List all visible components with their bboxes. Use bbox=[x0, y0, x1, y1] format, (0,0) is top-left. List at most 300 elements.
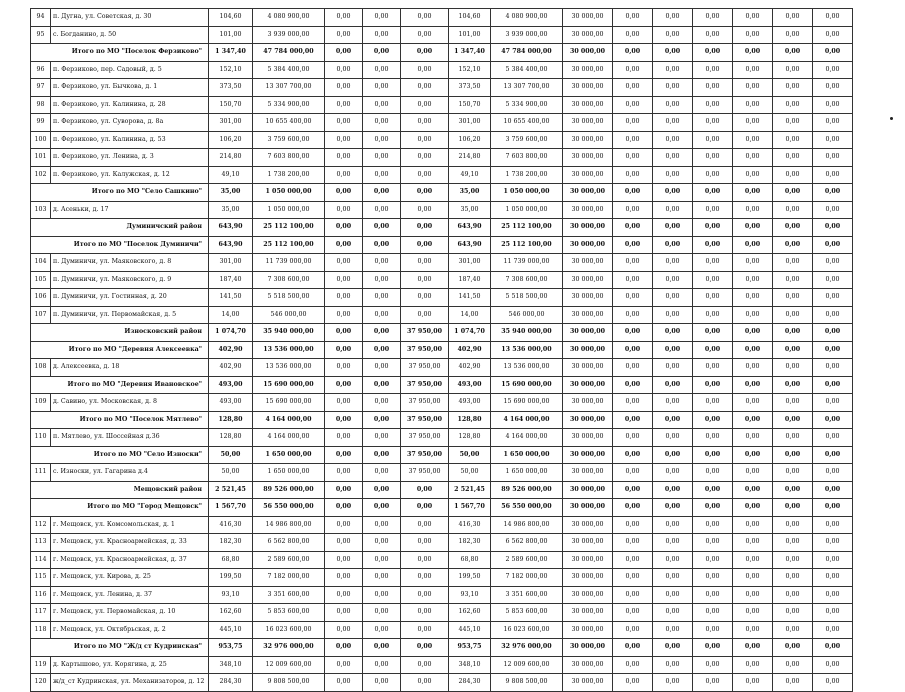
value-cell: 0,00 bbox=[733, 481, 773, 499]
value-cell: 6 562 800,00 bbox=[253, 534, 325, 552]
value-cell: 643,90 bbox=[209, 236, 253, 254]
address-cell: п. Дугна, ул. Советская, д. 30 bbox=[51, 9, 209, 27]
value-cell: 7 308 600,00 bbox=[491, 271, 563, 289]
table-row bbox=[31, 149, 853, 167]
value-cell: 32 976 000,00 bbox=[491, 639, 563, 657]
value-cell: 37 950,00 bbox=[401, 411, 449, 429]
table-row bbox=[31, 306, 853, 324]
row-number: 96 bbox=[31, 61, 51, 79]
value-cell: 0,00 bbox=[693, 306, 733, 324]
value-cell: 0,00 bbox=[653, 656, 693, 674]
value-cell: 37 950,00 bbox=[401, 341, 449, 359]
value-cell: 0,00 bbox=[363, 149, 401, 167]
value-cell: 0,00 bbox=[653, 604, 693, 622]
value-cell: 0,00 bbox=[325, 569, 363, 587]
value-cell: 4 080 900,00 bbox=[253, 9, 325, 27]
subtotal-row bbox=[31, 376, 853, 394]
value-cell: 0,00 bbox=[813, 289, 853, 307]
value-cell: 0,00 bbox=[613, 79, 653, 97]
document-page bbox=[30, 8, 852, 692]
subtotal-title: Итого по МО "Деревня Алексеевка" bbox=[31, 341, 209, 359]
value-cell: 3 759 600,00 bbox=[491, 131, 563, 149]
value-cell: 0,00 bbox=[363, 569, 401, 587]
value-cell: 0,00 bbox=[653, 569, 693, 587]
table-row bbox=[31, 534, 853, 552]
value-cell: 35,00 bbox=[449, 201, 491, 219]
value-cell: 0,00 bbox=[613, 254, 653, 272]
value-cell: 0,00 bbox=[813, 236, 853, 254]
value-cell: 1 650 000,00 bbox=[253, 446, 325, 464]
value-cell: 30 000,00 bbox=[563, 411, 613, 429]
value-cell: 0,00 bbox=[363, 429, 401, 447]
value-cell: 0,00 bbox=[813, 411, 853, 429]
value-cell: 0,00 bbox=[401, 184, 449, 202]
value-cell: 16 023 600,00 bbox=[253, 621, 325, 639]
value-cell: 0,00 bbox=[613, 149, 653, 167]
value-cell: 10 655 400,00 bbox=[491, 114, 563, 132]
subtotal-title: Мещовский район bbox=[31, 481, 209, 499]
value-cell: 0,00 bbox=[653, 61, 693, 79]
value-cell: 0,00 bbox=[813, 149, 853, 167]
value-cell: 0,00 bbox=[325, 9, 363, 27]
value-cell: 1 567,70 bbox=[209, 499, 253, 517]
value-cell: 0,00 bbox=[653, 621, 693, 639]
value-cell: 0,00 bbox=[813, 61, 853, 79]
value-cell: 0,00 bbox=[733, 429, 773, 447]
address-cell: г. Мещовск, ул. Комсомольская, д. 1 bbox=[51, 516, 209, 534]
value-cell: 0,00 bbox=[401, 131, 449, 149]
value-cell: 0,00 bbox=[325, 166, 363, 184]
value-cell: 0,00 bbox=[693, 9, 733, 27]
value-cell: 0,00 bbox=[613, 9, 653, 27]
value-cell: 0,00 bbox=[693, 499, 733, 517]
row-number: 106 bbox=[31, 289, 51, 307]
value-cell: 14,00 bbox=[449, 306, 491, 324]
value-cell: 0,00 bbox=[773, 604, 813, 622]
value-cell: 0,00 bbox=[325, 464, 363, 482]
value-cell: 0,00 bbox=[363, 604, 401, 622]
value-cell: 0,00 bbox=[325, 131, 363, 149]
value-cell: 0,00 bbox=[813, 639, 853, 657]
value-cell: 0,00 bbox=[813, 359, 853, 377]
row-number: 119 bbox=[31, 656, 51, 674]
table-row bbox=[31, 674, 853, 692]
row-number: 117 bbox=[31, 604, 51, 622]
value-cell: 643,90 bbox=[449, 236, 491, 254]
address-cell: д. Алексеевка, д. 18 bbox=[51, 359, 209, 377]
value-cell: 30 000,00 bbox=[563, 359, 613, 377]
value-cell: 35 940 000,00 bbox=[253, 324, 325, 342]
value-cell: 0,00 bbox=[813, 429, 853, 447]
value-cell: 0,00 bbox=[653, 499, 693, 517]
value-cell: 0,00 bbox=[653, 289, 693, 307]
value-cell: 5 853 600,00 bbox=[253, 604, 325, 622]
value-cell: 0,00 bbox=[613, 271, 653, 289]
value-cell: 0,00 bbox=[613, 341, 653, 359]
value-cell: 0,00 bbox=[325, 149, 363, 167]
value-cell: 493,00 bbox=[449, 394, 491, 412]
subtotal-row bbox=[31, 481, 853, 499]
table-row bbox=[31, 429, 853, 447]
value-cell: 0,00 bbox=[363, 254, 401, 272]
value-cell: 0,00 bbox=[325, 481, 363, 499]
value-cell: 0,00 bbox=[653, 131, 693, 149]
value-cell: 0,00 bbox=[653, 516, 693, 534]
value-cell: 348,10 bbox=[449, 656, 491, 674]
value-cell: 25 112 100,00 bbox=[491, 219, 563, 237]
value-cell: 25 112 100,00 bbox=[253, 219, 325, 237]
value-cell: 0,00 bbox=[401, 149, 449, 167]
value-cell: 4 080 900,00 bbox=[491, 9, 563, 27]
value-cell: 128,80 bbox=[209, 429, 253, 447]
address-cell: п. Ферзиково, ул. Калинина, д. 28 bbox=[51, 96, 209, 114]
value-cell: 0,00 bbox=[325, 516, 363, 534]
value-cell: 445,10 bbox=[449, 621, 491, 639]
value-cell: 35,00 bbox=[449, 184, 491, 202]
value-cell: 301,00 bbox=[209, 254, 253, 272]
value-cell: 0,00 bbox=[363, 516, 401, 534]
value-cell: 416,30 bbox=[449, 516, 491, 534]
value-cell: 101,00 bbox=[449, 26, 491, 44]
value-cell: 0,00 bbox=[613, 184, 653, 202]
value-cell: 0,00 bbox=[401, 499, 449, 517]
value-cell: 37 950,00 bbox=[401, 359, 449, 377]
value-cell: 7 603 800,00 bbox=[491, 149, 563, 167]
value-cell: 0,00 bbox=[733, 44, 773, 62]
value-cell: 0,00 bbox=[363, 236, 401, 254]
value-cell: 0,00 bbox=[613, 534, 653, 552]
value-cell: 4 164 000,00 bbox=[253, 411, 325, 429]
value-cell: 643,90 bbox=[449, 219, 491, 237]
value-cell: 0,00 bbox=[613, 44, 653, 62]
value-cell: 0,00 bbox=[401, 674, 449, 692]
value-cell: 35,00 bbox=[209, 184, 253, 202]
value-cell: 9 808 500,00 bbox=[491, 674, 563, 692]
row-number: 116 bbox=[31, 586, 51, 604]
value-cell: 0,00 bbox=[773, 289, 813, 307]
value-cell: 30 000,00 bbox=[563, 341, 613, 359]
value-cell: 0,00 bbox=[613, 114, 653, 132]
address-cell: д. Асеньки, д. 17 bbox=[51, 201, 209, 219]
value-cell: 0,00 bbox=[813, 516, 853, 534]
value-cell: 0,00 bbox=[773, 166, 813, 184]
value-cell: 14 986 800,00 bbox=[491, 516, 563, 534]
value-cell: 25 112 100,00 bbox=[491, 236, 563, 254]
address-cell: г. Мещовск, ул. Кирова, д. 25 bbox=[51, 569, 209, 587]
value-cell: 0,00 bbox=[693, 236, 733, 254]
value-cell: 0,00 bbox=[613, 464, 653, 482]
value-cell: 0,00 bbox=[613, 516, 653, 534]
value-cell: 13 307 700,00 bbox=[491, 79, 563, 97]
value-cell: 30 000,00 bbox=[563, 534, 613, 552]
value-cell: 0,00 bbox=[773, 446, 813, 464]
value-cell: 0,00 bbox=[325, 271, 363, 289]
value-cell: 3 939 000,00 bbox=[253, 26, 325, 44]
value-cell: 0,00 bbox=[813, 551, 853, 569]
value-cell: 0,00 bbox=[363, 131, 401, 149]
value-cell: 0,00 bbox=[773, 674, 813, 692]
value-cell: 0,00 bbox=[693, 446, 733, 464]
value-cell: 348,10 bbox=[209, 656, 253, 674]
value-cell: 0,00 bbox=[693, 201, 733, 219]
value-cell: 0,00 bbox=[363, 551, 401, 569]
value-cell: 7 308 600,00 bbox=[253, 271, 325, 289]
value-cell: 0,00 bbox=[613, 569, 653, 587]
value-cell: 0,00 bbox=[813, 586, 853, 604]
value-cell: 1 050 000,00 bbox=[491, 184, 563, 202]
value-cell: 1 567,70 bbox=[449, 499, 491, 517]
value-cell: 0,00 bbox=[693, 289, 733, 307]
value-cell: 0,00 bbox=[401, 271, 449, 289]
value-cell: 0,00 bbox=[613, 621, 653, 639]
value-cell: 0,00 bbox=[693, 254, 733, 272]
value-cell: 0,00 bbox=[733, 551, 773, 569]
value-cell: 0,00 bbox=[363, 96, 401, 114]
address-cell: п. Думиничи, ул. Маяковского, д. 8 bbox=[51, 254, 209, 272]
value-cell: 0,00 bbox=[693, 376, 733, 394]
row-number: 112 bbox=[31, 516, 51, 534]
value-cell: 30 000,00 bbox=[563, 219, 613, 237]
value-cell: 0,00 bbox=[325, 114, 363, 132]
value-cell: 0,00 bbox=[401, 306, 449, 324]
value-cell: 0,00 bbox=[613, 324, 653, 342]
value-cell: 30 000,00 bbox=[563, 516, 613, 534]
value-cell: 0,00 bbox=[813, 306, 853, 324]
value-cell: 68,80 bbox=[209, 551, 253, 569]
value-cell: 0,00 bbox=[773, 429, 813, 447]
value-cell: 0,00 bbox=[813, 446, 853, 464]
value-cell: 0,00 bbox=[363, 219, 401, 237]
value-cell: 30 000,00 bbox=[563, 621, 613, 639]
value-cell: 301,00 bbox=[209, 114, 253, 132]
address-cell: п. Ферзиково, ул. Ленина, д. 3 bbox=[51, 149, 209, 167]
value-cell: 199,50 bbox=[449, 569, 491, 587]
value-cell: 0,00 bbox=[401, 219, 449, 237]
address-cell: г. Мещовск, ул. Октябрьская, д. 2 bbox=[51, 621, 209, 639]
value-cell: 56 550 000,00 bbox=[253, 499, 325, 517]
table-row bbox=[31, 201, 853, 219]
value-cell: 0,00 bbox=[613, 604, 653, 622]
value-cell: 0,00 bbox=[773, 44, 813, 62]
value-cell: 373,50 bbox=[209, 79, 253, 97]
value-cell: 0,00 bbox=[733, 166, 773, 184]
value-cell: 0,00 bbox=[813, 44, 853, 62]
value-cell: 0,00 bbox=[773, 516, 813, 534]
value-cell: 47 784 000,00 bbox=[253, 44, 325, 62]
value-cell: 0,00 bbox=[325, 639, 363, 657]
subtotal-title: Итого по МО "Село Износки" bbox=[31, 446, 209, 464]
value-cell: 0,00 bbox=[813, 569, 853, 587]
value-cell: 3 351 600,00 bbox=[253, 586, 325, 604]
value-cell: 37 950,00 bbox=[401, 324, 449, 342]
value-cell: 0,00 bbox=[401, 621, 449, 639]
value-cell: 0,00 bbox=[325, 674, 363, 692]
value-cell: 0,00 bbox=[325, 499, 363, 517]
value-cell: 13 536 000,00 bbox=[491, 341, 563, 359]
address-cell: п. Думиничи, ул. Гостинная, д. 20 bbox=[51, 289, 209, 307]
value-cell: 0,00 bbox=[325, 184, 363, 202]
table-row bbox=[31, 394, 853, 412]
value-cell: 0,00 bbox=[733, 341, 773, 359]
value-cell: 0,00 bbox=[325, 656, 363, 674]
value-cell: 0,00 bbox=[325, 359, 363, 377]
value-cell: 0,00 bbox=[813, 674, 853, 692]
value-cell: 0,00 bbox=[325, 96, 363, 114]
row-number: 120 bbox=[31, 674, 51, 692]
value-cell: 30 000,00 bbox=[563, 131, 613, 149]
value-cell: 0,00 bbox=[773, 149, 813, 167]
subtotal-title: Итого по МО "Ж/д ст Кудринская" bbox=[31, 639, 209, 657]
subtotal-row bbox=[31, 324, 853, 342]
value-cell: 0,00 bbox=[653, 534, 693, 552]
table-row bbox=[31, 359, 853, 377]
value-cell: 0,00 bbox=[613, 674, 653, 692]
value-cell: 0,00 bbox=[693, 394, 733, 412]
value-cell: 0,00 bbox=[813, 166, 853, 184]
value-cell: 5 518 500,00 bbox=[253, 289, 325, 307]
value-cell: 0,00 bbox=[693, 656, 733, 674]
address-cell: г. Мещовск, ул. Первомайская, д. 10 bbox=[51, 604, 209, 622]
value-cell: 0,00 bbox=[401, 44, 449, 62]
value-cell: 0,00 bbox=[813, 341, 853, 359]
row-number: 104 bbox=[31, 254, 51, 272]
subtotal-title: Итого по МО "Деревня Ивановское" bbox=[31, 376, 209, 394]
address-cell: д. Картышово, ул. Корягина, д. 25 bbox=[51, 656, 209, 674]
value-cell: 214,80 bbox=[209, 149, 253, 167]
value-cell: 0,00 bbox=[813, 376, 853, 394]
value-cell: 49,10 bbox=[449, 166, 491, 184]
value-cell: 0,00 bbox=[693, 359, 733, 377]
value-cell: 0,00 bbox=[653, 149, 693, 167]
address-cell: п. Думиничи, ул. Маяковского, д. 9 bbox=[51, 271, 209, 289]
housing-program-table bbox=[30, 8, 853, 692]
value-cell: 0,00 bbox=[733, 149, 773, 167]
value-cell: 0,00 bbox=[773, 551, 813, 569]
value-cell: 30 000,00 bbox=[563, 61, 613, 79]
value-cell: 0,00 bbox=[401, 201, 449, 219]
value-cell: 30 000,00 bbox=[563, 306, 613, 324]
value-cell: 0,00 bbox=[813, 499, 853, 517]
value-cell: 1 347,40 bbox=[449, 44, 491, 62]
value-cell: 0,00 bbox=[653, 184, 693, 202]
value-cell: 30 000,00 bbox=[563, 9, 613, 27]
subtotal-title: Итого по МО "Поселок Мятлево" bbox=[31, 411, 209, 429]
subtotal-row bbox=[31, 411, 853, 429]
value-cell: 30 000,00 bbox=[563, 586, 613, 604]
value-cell: 0,00 bbox=[773, 359, 813, 377]
value-cell: 0,00 bbox=[325, 621, 363, 639]
subtotal-title: Износковский район bbox=[31, 324, 209, 342]
value-cell: 10 655 400,00 bbox=[253, 114, 325, 132]
value-cell: 30 000,00 bbox=[563, 184, 613, 202]
value-cell: 0,00 bbox=[693, 586, 733, 604]
value-cell: 0,00 bbox=[325, 604, 363, 622]
value-cell: 0,00 bbox=[693, 26, 733, 44]
value-cell: 402,90 bbox=[209, 359, 253, 377]
address-cell: с. Износки, ул. Гагарина д.4 bbox=[51, 464, 209, 482]
value-cell: 150,70 bbox=[209, 96, 253, 114]
value-cell: 0,00 bbox=[653, 9, 693, 27]
value-cell: 11 739 000,00 bbox=[491, 254, 563, 272]
value-cell: 0,00 bbox=[325, 289, 363, 307]
value-cell: 30 000,00 bbox=[563, 376, 613, 394]
value-cell: 0,00 bbox=[813, 534, 853, 552]
value-cell: 0,00 bbox=[325, 219, 363, 237]
row-number: 99 bbox=[31, 114, 51, 132]
value-cell: 0,00 bbox=[813, 9, 853, 27]
value-cell: 493,00 bbox=[449, 376, 491, 394]
value-cell: 0,00 bbox=[813, 114, 853, 132]
value-cell: 0,00 bbox=[613, 429, 653, 447]
value-cell: 0,00 bbox=[613, 446, 653, 464]
value-cell: 0,00 bbox=[773, 394, 813, 412]
value-cell: 0,00 bbox=[733, 201, 773, 219]
value-cell: 0,00 bbox=[813, 481, 853, 499]
value-cell: 0,00 bbox=[653, 586, 693, 604]
value-cell: 0,00 bbox=[773, 411, 813, 429]
value-cell: 0,00 bbox=[401, 569, 449, 587]
value-cell: 89 526 000,00 bbox=[491, 481, 563, 499]
address-cell: п. Ферзиково, ул. Бычкова, д. 1 bbox=[51, 79, 209, 97]
table-row bbox=[31, 586, 853, 604]
row-number: 103 bbox=[31, 201, 51, 219]
value-cell: 0,00 bbox=[325, 551, 363, 569]
row-number: 107 bbox=[31, 306, 51, 324]
value-cell: 0,00 bbox=[813, 604, 853, 622]
value-cell: 0,00 bbox=[613, 411, 653, 429]
value-cell: 37 950,00 bbox=[401, 464, 449, 482]
value-cell: 0,00 bbox=[733, 184, 773, 202]
value-cell: 0,00 bbox=[773, 201, 813, 219]
value-cell: 0,00 bbox=[653, 44, 693, 62]
value-cell: 0,00 bbox=[773, 26, 813, 44]
table-row bbox=[31, 604, 853, 622]
value-cell: 0,00 bbox=[733, 586, 773, 604]
value-cell: 182,30 bbox=[449, 534, 491, 552]
value-cell: 0,00 bbox=[773, 376, 813, 394]
value-cell: 402,90 bbox=[449, 341, 491, 359]
value-cell: 30 000,00 bbox=[563, 394, 613, 412]
value-cell: 30 000,00 bbox=[563, 114, 613, 132]
value-cell: 56 550 000,00 bbox=[491, 499, 563, 517]
value-cell: 0,00 bbox=[613, 236, 653, 254]
value-cell: 0,00 bbox=[401, 254, 449, 272]
subtotal-title: Итого по МО "Поселок Ферзиково" bbox=[31, 44, 209, 62]
value-cell: 0,00 bbox=[401, 481, 449, 499]
value-cell: 49,10 bbox=[209, 166, 253, 184]
value-cell: 0,00 bbox=[693, 61, 733, 79]
value-cell: 13 307 700,00 bbox=[253, 79, 325, 97]
value-cell: 37 950,00 bbox=[401, 376, 449, 394]
value-cell: 0,00 bbox=[613, 551, 653, 569]
table-row bbox=[31, 464, 853, 482]
value-cell: 30 000,00 bbox=[563, 551, 613, 569]
table-row bbox=[31, 271, 853, 289]
value-cell: 0,00 bbox=[733, 516, 773, 534]
value-cell: 0,00 bbox=[733, 289, 773, 307]
value-cell: 12 009 600,00 bbox=[253, 656, 325, 674]
value-cell: 0,00 bbox=[363, 166, 401, 184]
value-cell: 0,00 bbox=[773, 131, 813, 149]
table-row bbox=[31, 79, 853, 97]
value-cell: 0,00 bbox=[693, 464, 733, 482]
value-cell: 0,00 bbox=[653, 446, 693, 464]
value-cell: 0,00 bbox=[813, 394, 853, 412]
value-cell: 0,00 bbox=[363, 114, 401, 132]
value-cell: 0,00 bbox=[363, 184, 401, 202]
row-number: 97 bbox=[31, 79, 51, 97]
value-cell: 0,00 bbox=[401, 236, 449, 254]
